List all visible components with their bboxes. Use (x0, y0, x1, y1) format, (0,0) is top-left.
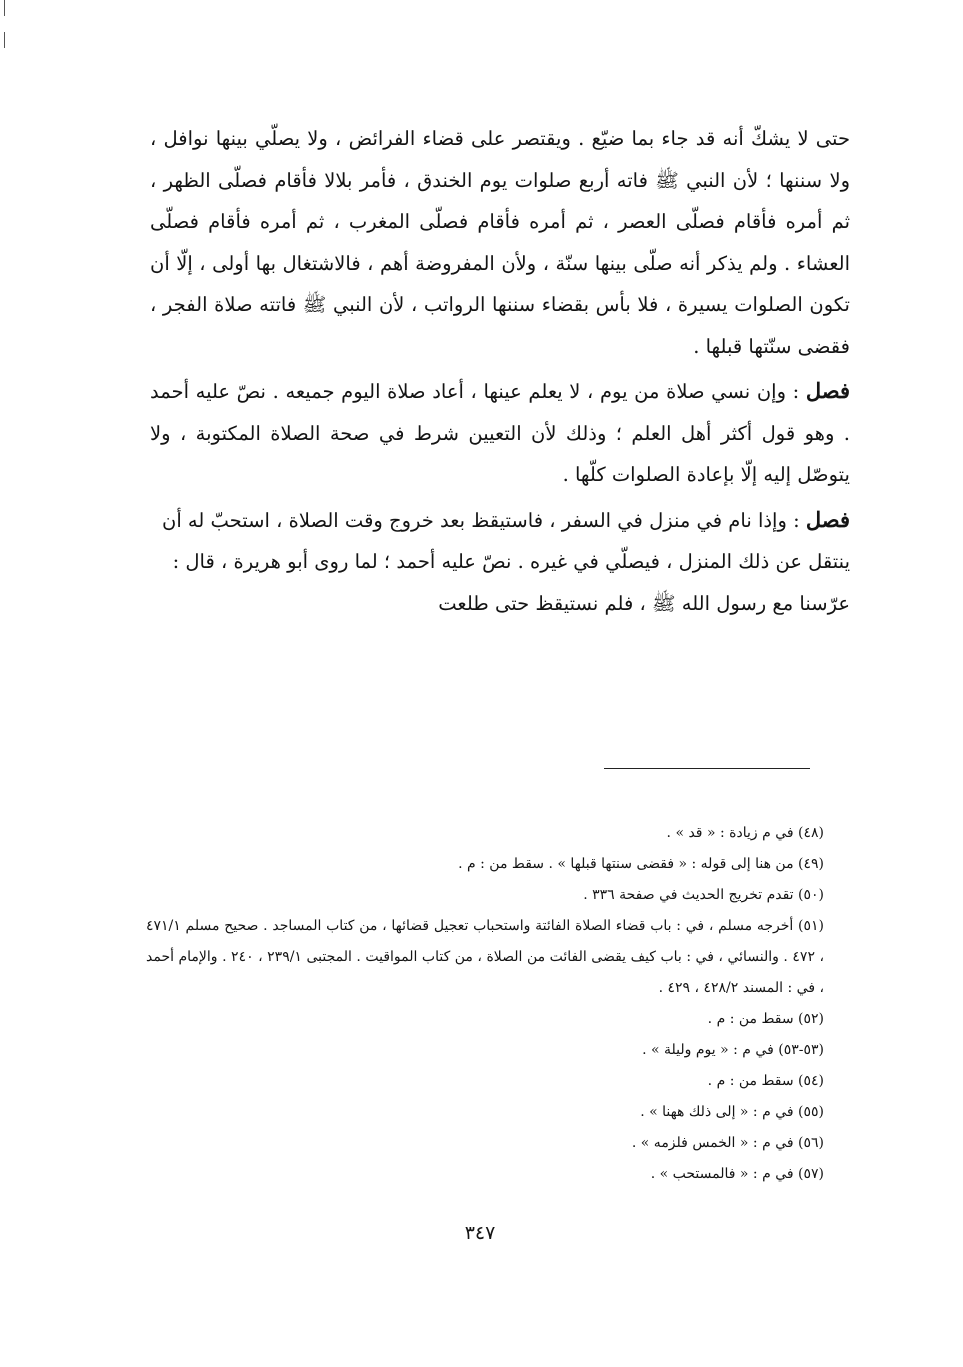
scan-margin-mark (4, 0, 5, 16)
footnote: (٥٤) سقط من : م . (707, 1073, 824, 1089)
paragraph-1: حتى لا يشكّ أنه قد جاء بما ضيّع . ويقتصر على قضاء الفرائض ، ولا يصلّي بينها نوافل ، ولا سننها ؛ لأن النبي ﷺ فاته أربع صلوات يوم الخندق ، فأمر بلالا فأقام فصلّى الظهر ، ثم أمره فأقام فصلّى العصر ، ثم أمره فأقام فصلّى المغرب ، ثم أمره فأقام فصلّى العشاء . ولم يذكر أنه صلّى بينها سنّة ، ولأن المفروضة أهم ، فالاشتغال بها أولى ، إلّا أن تكون الصلوات يسيرة ، فلا بأس بقضاء سننها الرواتب ، لأن النبي ﷺ فاتته صلاة الفجر ، فقضى سنّتها قبلها . (150, 127, 850, 358)
footnote: (٥٠) تقدم تخريج الحديث في صفحة ٣٣٦ . (583, 887, 824, 903)
footnote: (٥٣-٥٣) في م : « يوم وليلة » . (642, 1042, 824, 1058)
footnote: (٤٩) من هنا إلى قوله : « فقضى سنتها قبلها » . سقط من : م . (458, 856, 824, 872)
page-number: ٣٤٧ (464, 1222, 496, 1244)
paragraph-3-text: : وإذا نام في منزل في السفر ، فاستيقظ بعد خروج وقت الصلاة ، استحبّ له أن ينتقل عن ذلك المنزل ، فيصلّي في غيره . نصّ عليه أحمد ؛ لما روى أبو هريرة ، قال : عرّسنا مع رسول الله ﷺ ، فلم نستيقظ حتى طلعت (162, 508, 850, 615)
footnote: (٥١) أخرجه مسلم ، في : باب قضاء الصلاة الفائتة واستحباب تعجيل قضائها ، من كتاب المساجد . صحيح مسلم ٤٧١/١ ، ٤٧٢ . والنسائي ، في : باب كيف يقضى الفائت من الصلاة ، من كتاب المواقيت . المجتبى ٢٣٩/١ ، ٢٤٠ . والإمام أحمد ، في : المسند ٤٢٨/٢ ، ٤٢٩ . (146, 918, 825, 996)
section-label: فصل (805, 378, 850, 403)
main-text (150, 118, 850, 624)
footnote: (٤٨) في م زيادة : « قد » . (666, 825, 824, 841)
footnote: (٥٢) سقط من : م . (707, 1011, 824, 1027)
paragraph-2 (150, 370, 850, 496)
scan-margin-mark (4, 32, 5, 48)
footnote: (٥٧) في م : « فالمستحب » . (650, 1166, 824, 1182)
footnotes (146, 818, 824, 1190)
paragraph-2-text: : وإن نسي صلاة من يوم ، لا يعلم عينها ، أعاد صلاة اليوم جميعه . نصّ عليه أحمد . وهو قول أكثر أهل العلم ؛ وذلك لأن التعيين شرط في صحة الصلاة المكتوبة ، ولا يتوصّل إليه إلّا بإعادة الصلوات كلّها . (150, 380, 850, 486)
footnote: (٥٥) في م : « إلى ذلك ههنا » . (640, 1104, 824, 1120)
footnote-separator (604, 768, 810, 769)
footnote: (٥٦) في م : « الخمس فلزمه » . (631, 1135, 824, 1151)
paragraph-3 (150, 499, 850, 625)
section-label: فصل (805, 506, 850, 532)
